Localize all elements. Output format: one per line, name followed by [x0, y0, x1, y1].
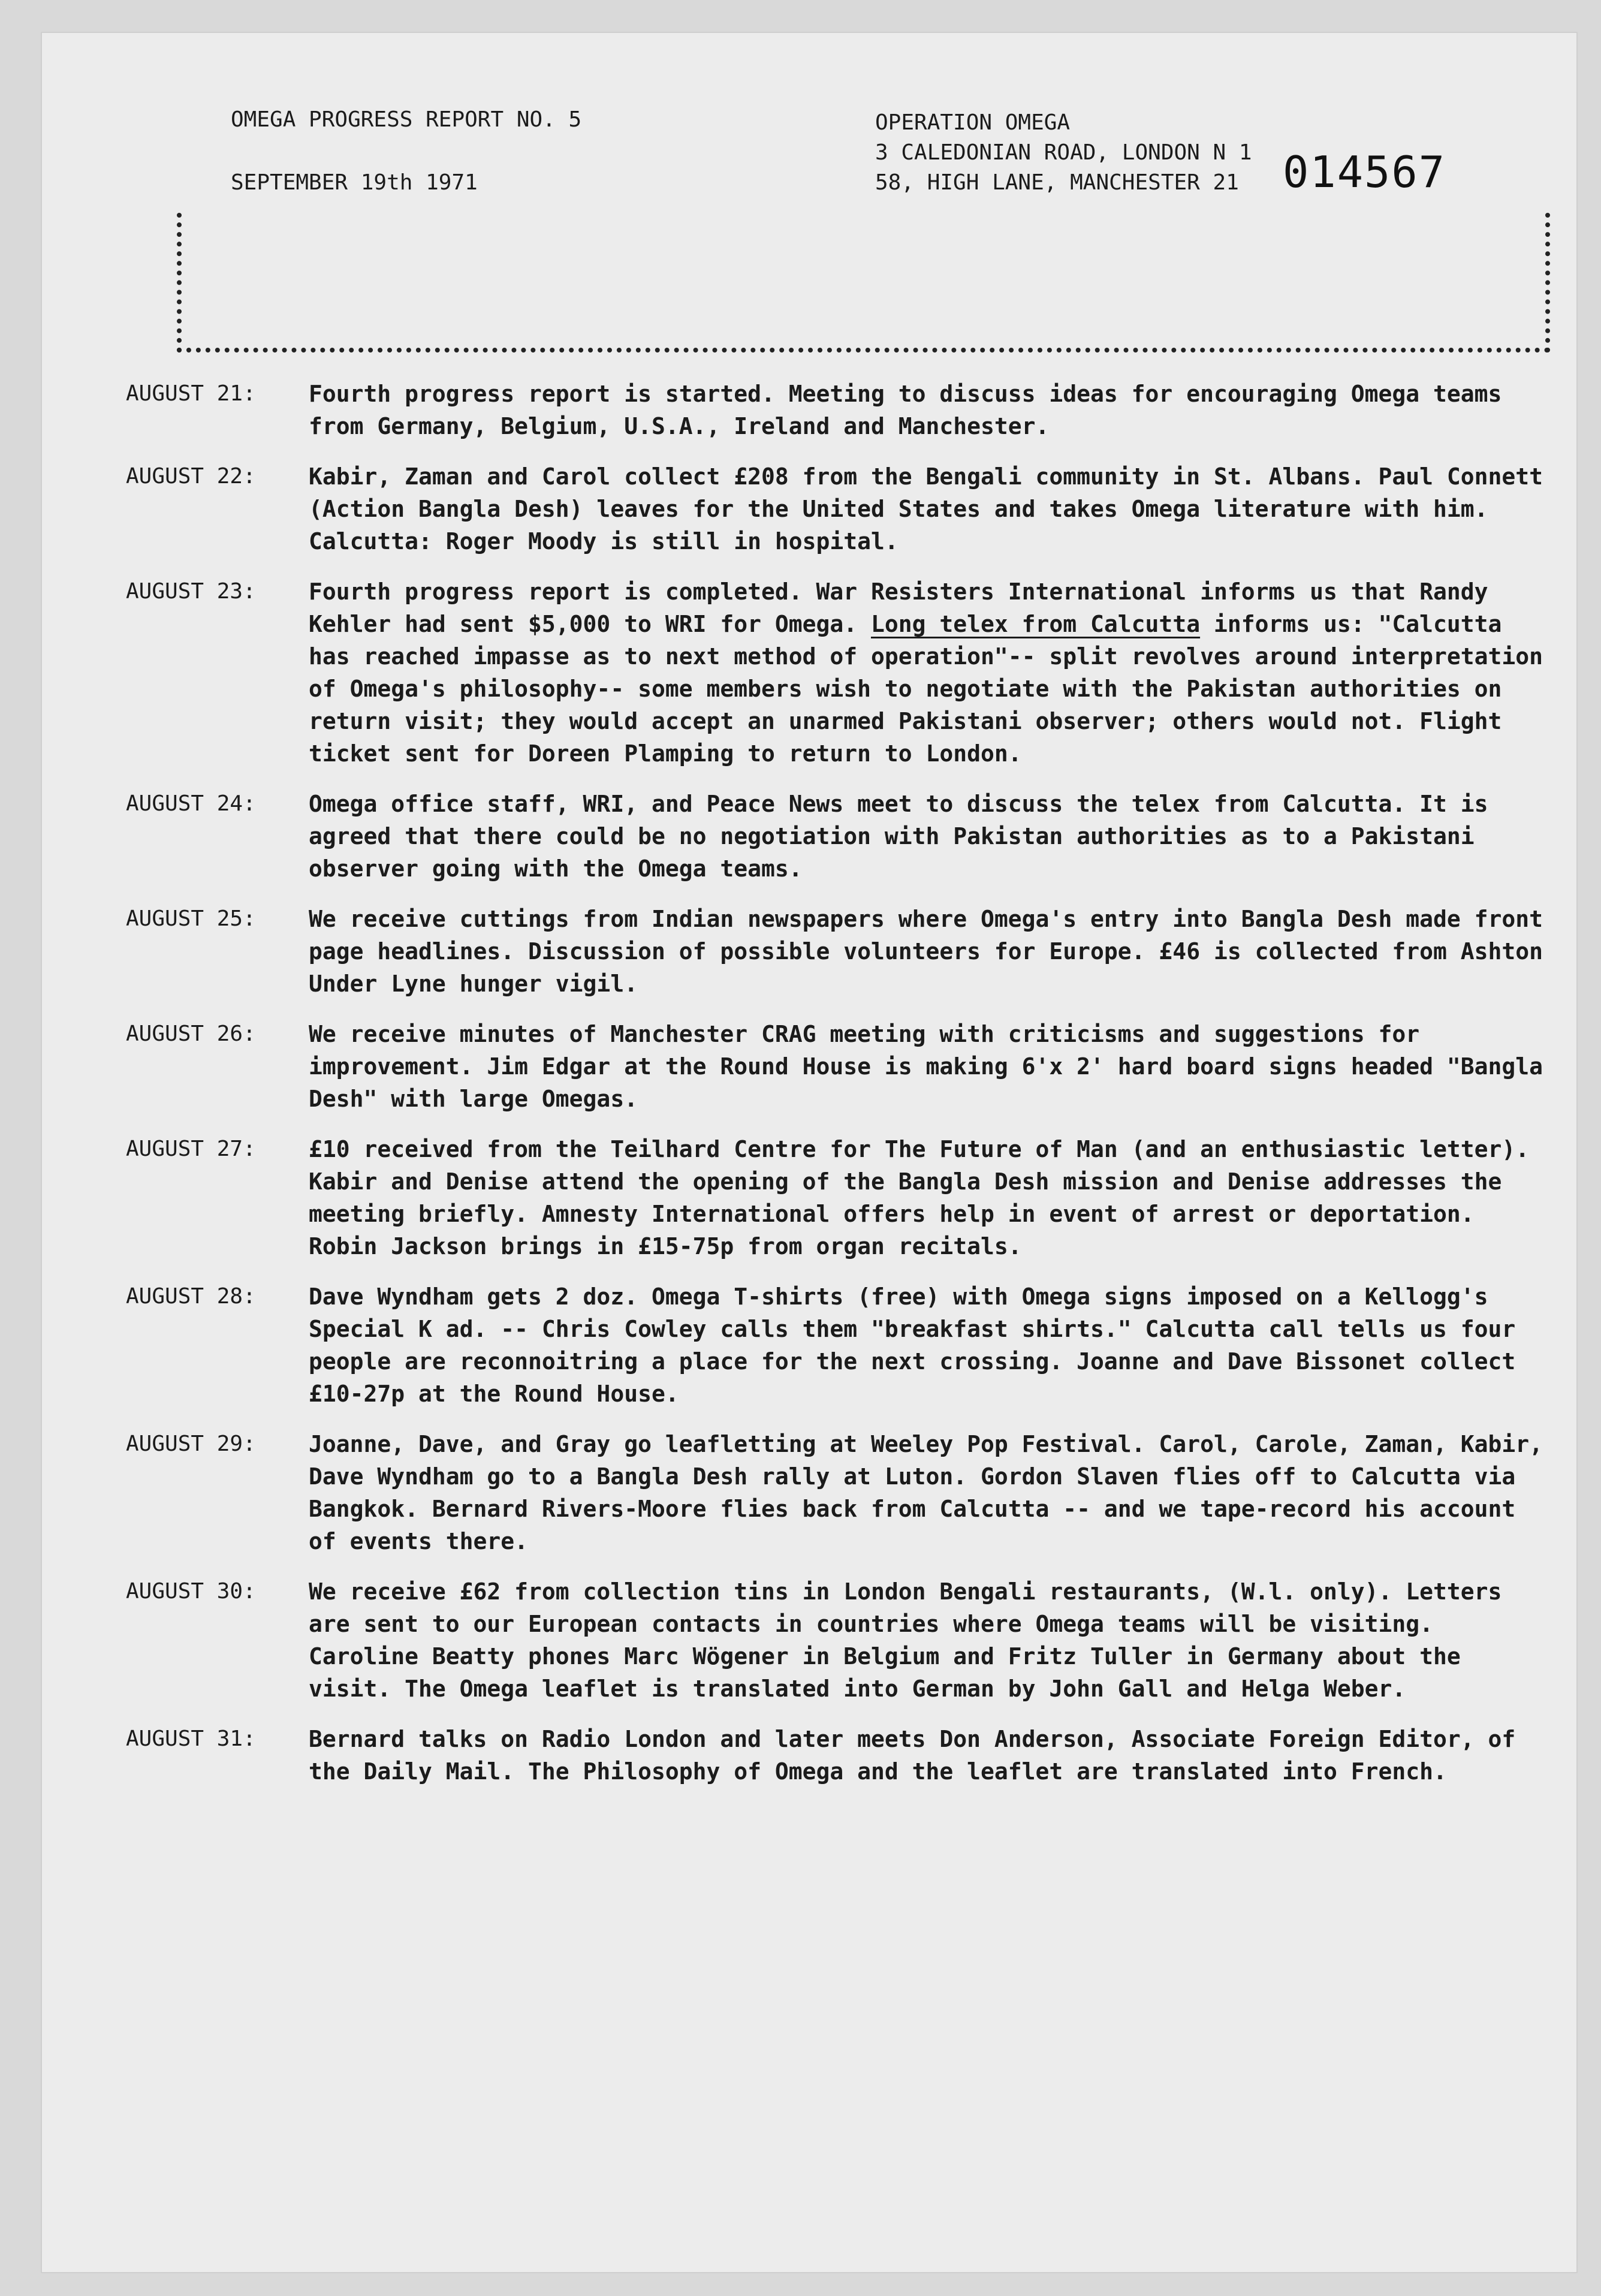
entry-text-part: informs us: "Calcutta has reached impasse as to next method of operation"-- split revolves around interpretation of Omega's philosophy-- some members wish to negotiate with the Pakistan authorities on return visit; they would accept an unarmed Pakistani observer; others would not. Flight ticket sent for Doreen Plamping to return to London.	[309, 611, 1543, 767]
entry-date: AUGUST 21:	[126, 381, 256, 406]
diary-entry	[126, 903, 1552, 1000]
entry-text: We receive £62 from collection tins in London Bengali restaurants, (W.l. only). Letters are sent to our European contacts in countries where Omega teams will be visiting. Caroline Beatty phones Marc Wögener in Belgium and Fritz Tuller in Germany about the visit. The Omega leaflet is translated into German by John Gall and Helga Weber.	[309, 1578, 1502, 1702]
address-line: OPERATION OMEGA	[875, 110, 1071, 135]
entry-date: AUGUST 31:	[126, 1726, 256, 1751]
diary-entry	[126, 1428, 1552, 1557]
entry-date: AUGUST 29:	[126, 1432, 256, 1456]
report-date: SEPTEMBER 19th 1971	[231, 170, 478, 195]
diary-entry	[126, 460, 1552, 558]
diary-entry	[126, 1575, 1552, 1705]
entry-text: We receive minutes of Manchester CRAG meeting with criticisms and suggestions for improvement. Jim Edgar at the Round House is making 6'x 2' hard board signs headed "Bangla Desh" with large Omegas.	[309, 1021, 1543, 1112]
entry-date: AUGUST 22:	[126, 464, 256, 489]
diary-entry	[126, 1018, 1552, 1115]
entry-date: AUGUST 26:	[126, 1022, 256, 1046]
entry-text	[309, 575, 1552, 770]
entry-date: AUGUST 23:	[126, 579, 256, 604]
report-title: OMEGA PROGRESS REPORT NO. 5	[231, 107, 582, 132]
diary-entry	[126, 575, 1552, 770]
address-line: 58, HIGH LANE, MANCHESTER 21	[875, 170, 1239, 195]
document-number: 014567	[1283, 147, 1446, 197]
entry-date: AUGUST 27:	[126, 1137, 256, 1161]
entry-date: AUGUST 25:	[126, 906, 256, 931]
entry-text: £10 received from the Teilhard Centre for The Future of Man (and an enthusiastic letter). Kabir and Denise attend the opening of the Bangla Desh mission and Denise addresses the meeting briefly. Amnesty International offers help in event of arrest or deportation. Robin Jackson brings in £15-75p from organ recitals.	[309, 1136, 1530, 1260]
entry-text: Kabir, Zaman and Carol collect £208 from the Bengali community in St. Albans. Paul Connett (Action Bangla Desh) leaves for the United States and takes Omega literature with him. Calcutta: Roger Moody is still in hospital.	[309, 463, 1543, 555]
diary-entry	[126, 788, 1552, 885]
entry-text-part: Fourth progress report is completed. War Resisters International informs us that Randy Kehler had sent $5,000 to WRI for Omega.	[309, 578, 1488, 637]
entry-text: Joanne, Dave, and Gray go leafletting at Weeley Pop Festival. Carol, Carole, Zaman, Kabir, Dave Wyndham go to a Bangla Desh rally at Luton. Gordon Slaven flies off to Calcutta via Bangkok. Bernard Rivers-Moore flies back from Calcutta -- and we tape-record his account of events there.	[309, 1431, 1543, 1554]
entry-text: We receive cuttings from Indian newspapers where Omega's entry into Bangla Desh made front page headlines. Discussion of possible volunteers for Europe. £46 is collected from Ashton Under Lyne hunger vigil.	[309, 906, 1543, 997]
diary-entry	[126, 378, 1552, 442]
diary-entry	[126, 1723, 1552, 1788]
address-line: 3 CALEDONIAN ROAD, LONDON N 1	[875, 140, 1252, 165]
entry-text: Fourth progress report is started. Meeting to discuss ideas for encouraging Omega teams from Germany, Belgium, U.S.A., Ireland and Manchester.	[309, 381, 1502, 439]
report-header-box	[177, 213, 1550, 352]
document-page	[42, 33, 1576, 2272]
entry-text: Omega office staff, WRI, and Peace News meet to discuss the telex from Calcutta. It is agreed that there could be no negotiation with Pakistan authorities as to a Pakistani observer going with the Omega teams.	[309, 791, 1488, 882]
diary-entry	[126, 1280, 1552, 1410]
entry-date: AUGUST 24:	[126, 791, 256, 816]
organisation-address	[875, 108, 1252, 198]
entry-text: Bernard talks on Radio London and later meets Don Anderson, Associate Foreign Editor, of the Daily Mail. The Philosophy of Omega and the leaflet are translated into French.	[309, 1726, 1516, 1785]
underlined-phrase: Long telex from Calcutta	[871, 611, 1201, 637]
entry-date: AUGUST 28:	[126, 1284, 256, 1309]
diary-entry	[126, 1133, 1552, 1263]
entry-text: Dave Wyndham gets 2 doz. Omega T-shirts (free) with Omega signs imposed on a Kellogg's Special K ad. -- Chris Cowley calls them "breakfast shirts." Calcutta call tells us four people are reconnoitring a place for the next crossing. Joanne and Dave Bissonet collect £10-27p at the Round House.	[309, 1283, 1516, 1407]
diary-entries	[126, 378, 1552, 1806]
entry-date: AUGUST 30:	[126, 1579, 256, 1604]
